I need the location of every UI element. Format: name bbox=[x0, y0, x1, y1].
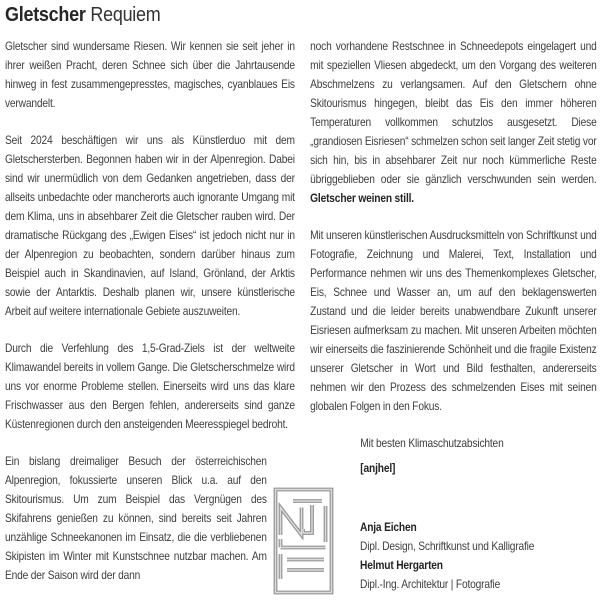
credit-role-helmut: Dipl.-Ing. Architektur | Fotografie bbox=[360, 577, 501, 591]
title-light: Requiem bbox=[90, 4, 161, 26]
signature-name: [anjhel] bbox=[360, 461, 396, 475]
closing-line: Mit besten Klimaschutzabsichten bbox=[360, 436, 504, 450]
left-column bbox=[5, 37, 295, 600]
page-title bbox=[5, 4, 541, 27]
paragraph-schneedepots-text: noch vorhandene Restschnee in Schneedepots eingelagert und mit speziellen Vliesen abgedeckt, um den Vorgang des weiteren Abschmelzens zu verlangsamen. Auf den Gletschern ohne Skitourismus hingegen, bleibt das Eis den immer höheren Temperaturen vollkommen schutzlos ausgesetzt. Diese „grandiosen Eisriesen“ schmelzen schon seit langer Zeit stetig vor sich hin, bis in absehbarer Zeit nur noch kümmerliche Reste übriggeblieben oder sie gänzlich verschwunden sein werden. bbox=[310, 39, 597, 186]
paragraph-kuenstlerduo: Seit 2024 beschäftigen wir uns als Künstlerduo mit dem Gletschersterben. Begonnen haben wir in der Alpenregion. Dabei sind wir unermüdlich von dem Gedanken angetrieben, dass der allseits unbedachte oder mancherorts auch ignorante Umgang mit dem Klima, uns in absehbarer Zeit die Gletscher rauben wird. Der dramatische Rückgang des „Ewigen Eises“ ist jedoch nicht nur in der Alpenregion zu beobachten, sondern darüber hinaus zum Beispiel auch in Skandinavien, auf Island, Grönland, der Arktis sowie der Antarktis. Deshalb planen wir, unsere künstlerische Arbeit auf weitere internationale Gebiete auszuweiten. bbox=[5, 133, 295, 318]
signature-block bbox=[360, 434, 596, 478]
paragraph-skitourismus: Ein bislang dreimaliger Besuch der österreichischen Alpenregion, fokussierte unseren Blick u.a. auf den Skitourismus. Um zum Beispiel das Vergnügen des Skifahrens genießen zu können, sind bereits seit Jahren unzählige Schneekanonen im Einsatz, die die verbliebenen Skipisten im Winter mit Kunstschnee nutzbar machen. Am Ende der Saison wird der dann bbox=[5, 454, 267, 582]
paragraph-klimawandel: Durch die Verfehlung des 1,5-Grad-Ziels ist der weltweite Klimawandel bereits in vollem Gange. Die Gletscherschmelze wird uns vor enorme Probleme stellen. Einerseits wird uns das klare Frischwasser aus den Bergen fehlen, andererseits sind ganze Küstenregionen durch den ansteigenden Meeresspiegel bedroht. bbox=[5, 341, 295, 431]
paragraph-schneedepots bbox=[310, 37, 596, 208]
anjhel-monogram-logo bbox=[272, 486, 338, 596]
title-bold: Gletscher bbox=[5, 4, 86, 26]
paragraph-ausdrucksmittel: Mit unseren künstlerischen Ausdrucksmitteln von Schriftkunst und Fotografie, Zeichnung und Malerei, Text, Installation und Performance nehmen wir uns des Themenkomplexes Gletscher, Eis, Schnee und Wasser an, um auf den beklagenswerten Zustand und die leider bereits unabwendbare Zukunft unserer Eisriesen aufmerksam zu machen. Mit unseren Arbeiten möchten wir einerseits die faszinierende Schönheit und die fragile Existenz unserer Gletscher in Wort und Bild festhalten, andererseits nehmen wir den Prozess des schmelzenden Eises mit seinen globalen Folgen in den Fokus. bbox=[310, 228, 597, 413]
right-column bbox=[310, 37, 596, 600]
credit-name-helmut: Helmut Hergarten bbox=[360, 558, 443, 572]
anjhel-logo-graphic bbox=[272, 486, 338, 596]
gletscher-weinen-still-bold: Gletscher weinen still. bbox=[310, 191, 414, 205]
credit-name-anja: Anja Eichen bbox=[360, 520, 417, 534]
credits-block bbox=[360, 518, 534, 594]
credit-role-anja: Dipl. Design, Schriftkunst und Kalligrafie bbox=[360, 539, 535, 553]
paragraph-intro: Gletscher sind wundersame Riesen. Wir kennen sie seit jeher in ihrer weißen Pracht, deren Schnee sich über die Jahrtausende hinweg in fest zusammengepresstes, magisches, cyanblaues Eis verwandelt. bbox=[5, 39, 295, 110]
